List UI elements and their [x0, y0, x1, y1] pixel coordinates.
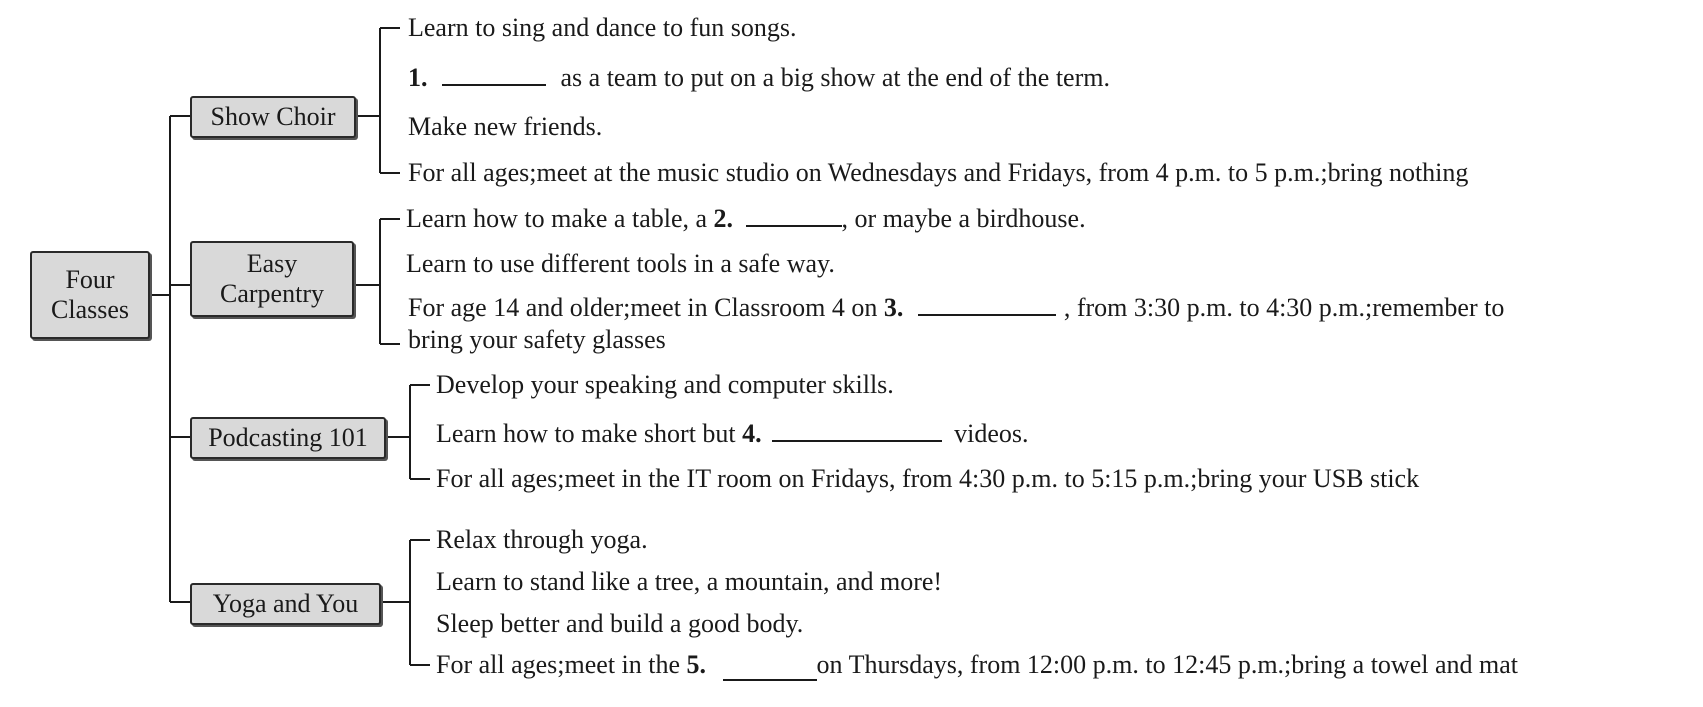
answer-blank-5	[723, 659, 817, 681]
carpentry-item-1	[406, 204, 1086, 234]
show-choir-item-4: For all ages;meet at the music studio on Wednesdays and Fridays, from 4 p.m. to 5 p.m.;bring nothing	[408, 158, 1469, 187]
blank-number: 5.	[686, 650, 707, 679]
item-text-before: For age 14 and older;meet in Classroom 4 on	[408, 293, 878, 322]
show-choir-item-1: Learn to sing and dance to fun songs.	[408, 13, 797, 42]
item-text-after: , from 3:30 p.m. to 4:30 p.m.;remember to	[1063, 293, 1505, 322]
carpentry-item-4: bring your safety glasses	[408, 325, 666, 354]
yoga-item-1: Relax through yoga.	[436, 525, 648, 554]
carpentry-item-2: Learn to use different tools in a safe way.	[406, 249, 835, 278]
item-text-before: Learn how to make a table, a	[406, 204, 708, 233]
class-node-podcasting-101	[190, 417, 386, 459]
class-label-line2: Carpentry	[220, 279, 324, 308]
blank-number: 2.	[713, 204, 734, 233]
item-text-after: on Thursdays, from 12:00 p.m. to 12:45 p.m.;bring a towel and mat	[816, 650, 1518, 679]
blank-number: 1.	[408, 63, 428, 92]
class-label-line1: Easy	[246, 249, 298, 278]
root-label-line1: Four	[65, 265, 115, 294]
yoga-item-4	[436, 650, 1518, 680]
class-label: Yoga and You	[212, 589, 359, 618]
podcasting-item-1: Develop your speaking and computer skills.	[436, 370, 894, 399]
answer-blank-2	[746, 205, 842, 227]
root-label-line2: Classes	[51, 295, 129, 324]
item-text-after: videos.	[954, 419, 1029, 448]
carpentry-item-3	[408, 293, 1504, 323]
podcasting-item-3: For all ages;meet in the IT room on Fridays, from 4:30 p.m. to 5:15 p.m.;bring your USB stick	[436, 464, 1420, 493]
answer-blank-3	[918, 294, 1056, 316]
podcasting-item-2	[436, 419, 1029, 449]
show-choir-item-2	[408, 63, 1110, 93]
class-node-show-choir	[190, 96, 356, 138]
blank-number: 4.	[742, 419, 762, 448]
class-label: Podcasting 101	[208, 423, 368, 452]
class-node-easy-carpentry	[190, 241, 354, 317]
class-node-yoga-and-you	[190, 583, 381, 625]
class-label: Show Choir	[210, 102, 336, 131]
answer-blank-4	[772, 420, 942, 442]
root-node-four-classes	[30, 251, 150, 339]
yoga-item-2: Learn to stand like a tree, a mountain, and more!	[436, 567, 943, 596]
item-text-before: Learn how to make short but	[436, 419, 736, 448]
item-text-before: For all ages;meet in the	[436, 650, 681, 679]
show-choir-item-3: Make new friends.	[408, 112, 603, 141]
answer-blank-1	[442, 64, 546, 86]
yoga-item-3: Sleep better and build a good body.	[436, 609, 804, 638]
item-text-after: , or maybe a birdhouse.	[841, 204, 1086, 233]
blank-number: 3.	[883, 293, 904, 322]
item-text: as a team to put on a big show at the end of the term.	[560, 63, 1110, 92]
